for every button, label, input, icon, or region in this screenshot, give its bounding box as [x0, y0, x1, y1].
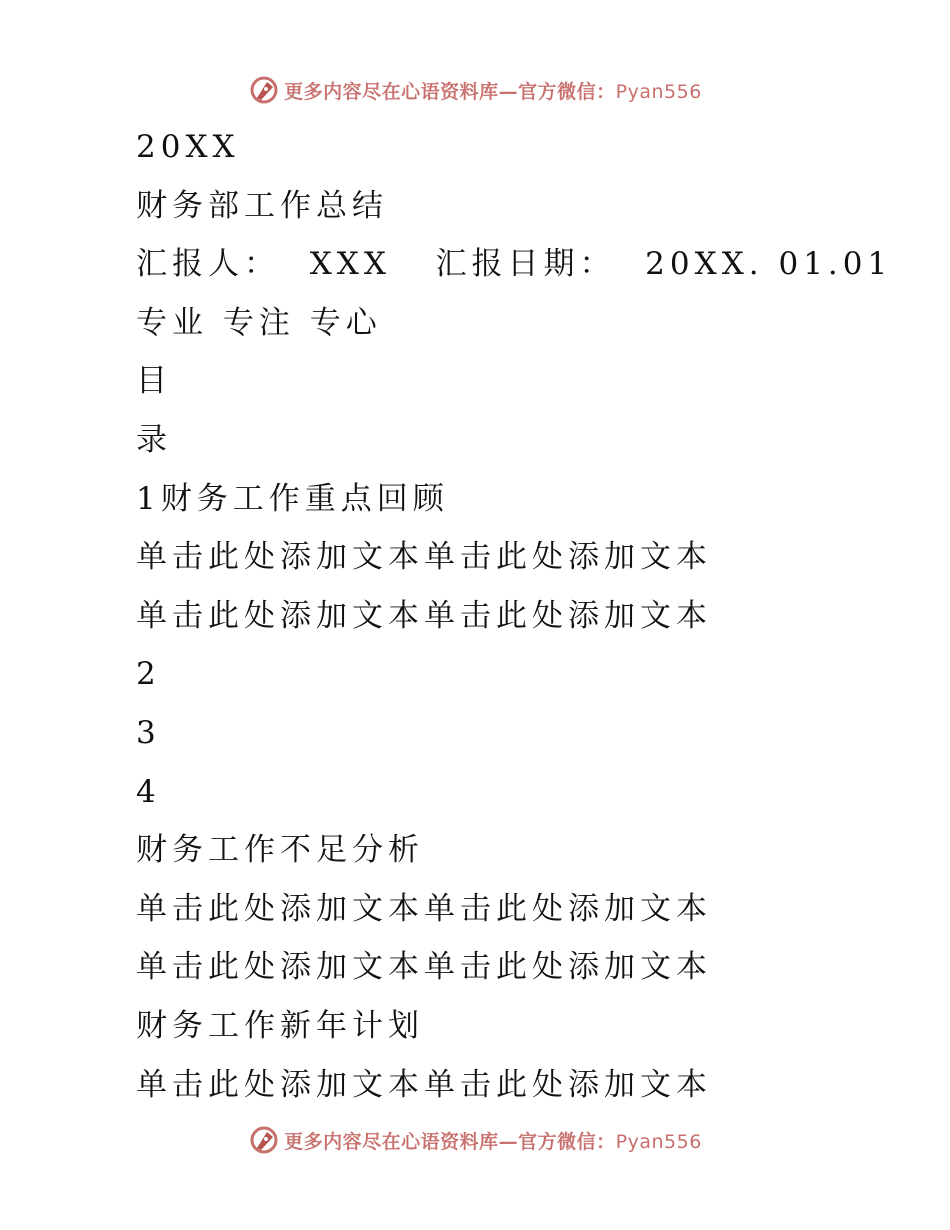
- doc-reporter-line: 汇报人： XXX 汇报日期： 20XX. 01.01: [136, 246, 893, 283]
- watermark-text: 更多内容尽在心语资料库—官方微信：Pyan556: [284, 80, 702, 103]
- section3-heading: 财务工作新年计划: [136, 1007, 424, 1044]
- section2-text-1: 单击此处添加文本单击此处添加文本: [136, 890, 712, 927]
- watermark-wechat: Pyan556: [615, 80, 702, 103]
- watermark-footer: [0, 1122, 950, 1158]
- document-body: [136, 124, 893, 1120]
- doc-slogan: 专业 专注 专心: [136, 304, 382, 341]
- section-number-4: 4: [136, 773, 161, 810]
- watermark-header: [0, 72, 950, 108]
- doc-year: 20XX: [136, 129, 240, 165]
- section1-heading: 1财务工作重点回顾: [136, 480, 449, 517]
- section2-text-2: 单击此处添加文本单击此处添加文本: [136, 949, 712, 986]
- toc-char-1: 目: [136, 363, 172, 400]
- section3-text-1: 单击此处添加文本单击此处添加文本: [136, 1066, 712, 1103]
- doc-title: 财务部工作总结: [136, 187, 388, 224]
- section1-text-2: 单击此处添加文本单击此处添加文本: [136, 597, 712, 634]
- pen-nib-circle-icon: [248, 1124, 280, 1156]
- watermark-text: 更多内容尽在心语资料库—官方微信：Pyan556: [284, 1130, 702, 1153]
- section-number-3: 3: [136, 714, 161, 751]
- toc-char-2: 录: [136, 421, 172, 458]
- watermark-wechat: Pyan556: [615, 1130, 702, 1153]
- section-number-2: 2: [136, 656, 161, 693]
- pen-nib-circle-icon: [248, 74, 280, 106]
- section1-text-1: 单击此处添加文本单击此处添加文本: [136, 539, 712, 576]
- section2-heading: 财务工作不足分析: [136, 832, 424, 869]
